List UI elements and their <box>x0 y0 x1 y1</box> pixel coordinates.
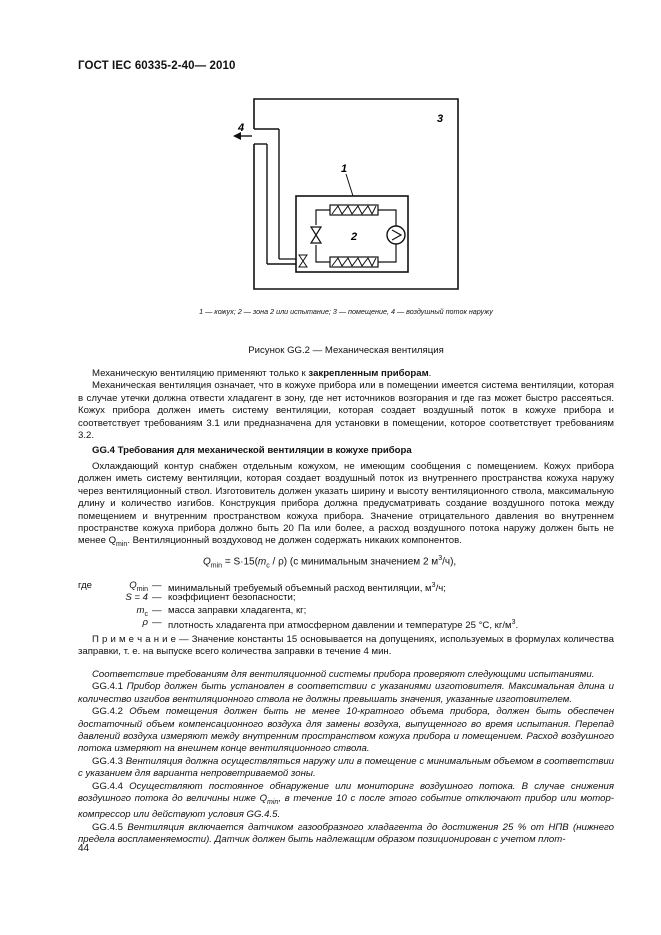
label-zone: 2 <box>351 231 358 243</box>
tests-intro: Соответствие требованиям для вентиляционной системы прибора проверяют следующими испытаниями. <box>92 669 595 680</box>
section-body: Охлаждающий контур снабжен отдельным кожухом, не имеющим сообщения с помещением. Кожух прибора должен иметь систему вентиляции, которая создает воздушный поток из внутреннего пространства кожуха наружу через вентиляционный ствол. Изготовитель должен указать ширину и высоту вентиляционного ствола, максимальную длину и количество изгибов. Конструкция прибора должна предусматривать создание воздушного потока между помещением и внутренним пространством кожуха прибора. Значение отрицательного давления во внутреннем пространстве кожуха прибора должно быть 20 Па или более, а расход воздушного потока наружу должен быть не менее $Q_{min}$. Вентиляционный воздуховод не должен содержать никаких компонентов. <box>78 461 614 549</box>
casing-leader <box>346 174 353 196</box>
test-gg-4-5: GG.4.5 Вентиляция включается датчиком газообразного хладагента до достижения 25 % от НПВ (нижнего предела воспламеняемости). Датчик должен быть надлежащим образом позиционирован с учетом плот- <box>78 821 614 846</box>
figure-caption: Рисунок GG.2 — Механическая вентиляция <box>248 345 444 356</box>
tests-block <box>78 669 614 847</box>
ventilation-diagram <box>0 0 661 300</box>
figure-legend: 1 — кожух; 2 — зона 2 или испытание; 3 — помещение, 4 — воздушный поток наружу <box>199 307 493 316</box>
compressor <box>387 226 405 244</box>
intro-paragraph-2: Механическая вентиляция означает, что в кожухе прибора или в помещении имеется система вентиляции, которая в случае утечки должна отвести хладагент в зону, где нет источников возгорания и где газ может быстро рассеяться. Кожух прибора должен иметь систему вентиляции, которая создает воздушный поток в кожухе прибора и соответствует требованиям 3.1 или предназначена для установки в помещении, которое соответствует требованиям 3.2. <box>78 380 614 442</box>
label-casing: 1 <box>341 163 348 175</box>
where-label: где <box>78 580 93 591</box>
test-gg-4-1: GG.4.1 Прибор должен быть установлен в соответствии с указаниями изготовителя. Максимальная длина и количество изгибов вентиляционного ствола не должны превышать значения, указанные изготовителем. <box>78 681 614 705</box>
expansion-valve <box>311 227 321 243</box>
document-header: ГОСТ IEC 60335-2-40— 2010 <box>78 60 236 72</box>
label-room: 3 <box>437 113 444 125</box>
page-number: 44 <box>78 843 90 854</box>
formula: $Q_{min} = S\cdot 15(m_c / \rho)$ (с минимальным значением 2 $м^3/ч$), <box>203 555 457 570</box>
intro-paragraph-1: Механическую вентиляцию применяют только к закрепленным приборам. <box>92 368 432 379</box>
intro-block <box>78 368 614 442</box>
test-gg-4-3: GG.4.3 Вентиляция должна осуществляться наружу или в помещение с минимальным объемом в соответствии с указанием для варианта непроветриваемой зоны. <box>78 755 614 780</box>
test-gg-4-4: GG.4.4 Осуществляют постоянное обнаружение или мониторинг воздушного потока. В случае снижения воздушного потока до величины ниже $Q_{min}$, в течение 10 с после этого событие отключают прибор или мотор-компрессор или действуют условия GG.4.5. <box>78 780 614 821</box>
test-gg-4-2: GG.4.2 Объем помещения должен быть не менее 10-кратного объема прибора, должен быть обеспечен достаточный объем компенсационного воздуха для замены воздуха, выпущенного во время испытания. Перепад давлений воздуха измеряют между внутренним пространством кожуха прибора и помещением. Расход воздушного потока измеряют на внешнем конце вентиляционного ствола. <box>78 706 614 755</box>
section-heading: GG.4 Требования для механической вентиляции в кожухе прибора <box>92 445 412 456</box>
label-outlet: 4 <box>238 122 245 134</box>
note: П р и м е ч а н и е — Значение константы 15 основывается на допущениях, используемых в формулах количества заправки, т. е. на выпуске всего количества заправки в течение 4 мин. <box>78 634 614 658</box>
duct-valve <box>299 255 307 267</box>
